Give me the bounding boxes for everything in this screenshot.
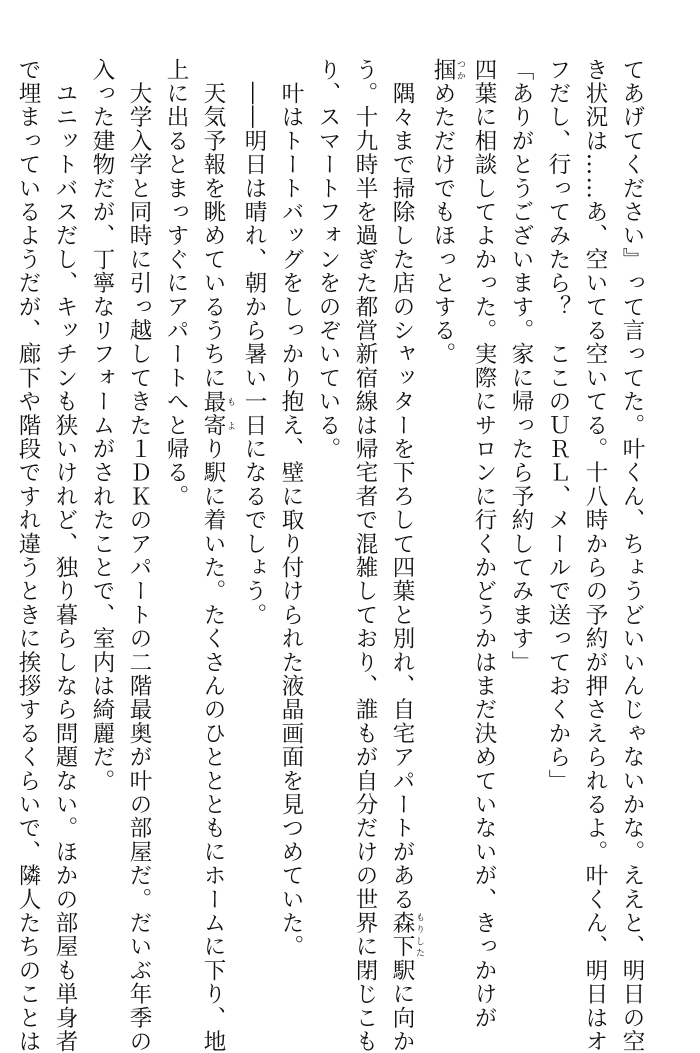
text-line-9: り、スマートフォンをのぞいている。: [315, 58, 341, 461]
text-line-6: [424, 58, 465, 998]
vertical-text-body: [9, 58, 650, 1053]
text-line-1: てあげてください』って言ってた。叶くん、ちょうどいいんじゃないかな。ええと、明日の空: [619, 58, 645, 1053]
ruby-moyo: 最寄 もよ: [200, 389, 235, 438]
text-line-14: 大学入学と同時に引っ越してきた１ＤＫのアパートの二階最奥が叶の部屋だ。だいぶ年季の: [126, 58, 152, 1053]
text-line-13: 上に出るとまっすぐにアパートへと帰る。: [163, 58, 189, 509]
text-line-4: 「ありがとうございます。家に帰ったら予約してみます」: [508, 58, 534, 675]
text-line-16: ユニットバスだし、キッチンも狭いけれど、独り暮らしなら問題ない。ほかの部屋も単身者: [52, 58, 78, 1053]
text-line-12: 天気予報を眺めているうちに最寄 もより駅に着いた。たくさんのひととともにホームに下り、地: [200, 58, 235, 1053]
text-line-3: フだし、行ってみたら？ ここのＵＲＬ、メールで送っておくから」: [545, 58, 571, 793]
text-line-10: 叶はトートバッグをしっかり抱え、壁に取り付けられた液晶画面を見つめていた。: [278, 58, 304, 959]
text-line-2: き状況は……あ、空いてる空いてる。十八時からの予約が押さえられるよ。叶くん、明日はオ: [582, 58, 608, 1053]
text-line-5: 四葉に相談してよかった。実際にサロンに行くかどうかはまだ決めていないが、きっかけが: [471, 58, 497, 1030]
text-line-6-rest: めただけでもほっとする。: [430, 81, 456, 367]
text-line-17: で埋まっているようだが、廊下や階段ですれ違うときに挨拶するくらいで、隣人たちのことは: [15, 58, 41, 1053]
ruby-tsuka: 掴 つか: [430, 58, 465, 82]
text-line-15: 入った建物だが、丁寧なリフォームがされたことで、室内は綺麗だ。: [89, 58, 115, 793]
text-line-11: ――明日は晴れ、朝から暑い一日になるでしょう。: [241, 58, 267, 627]
text-line-8: う。十九時半を過ぎた都営新宿線は帰宅者で混雑しており、誰もが自分だけの世界に閉じこも: [352, 58, 378, 1053]
ruby-morishita: 森下 もりした: [389, 911, 424, 959]
text-line-7: 隅々まで掃除した店のシャッターを下ろして四葉と別れ、自宅アパートがある森下 もりした駅に向か: [389, 58, 424, 1053]
